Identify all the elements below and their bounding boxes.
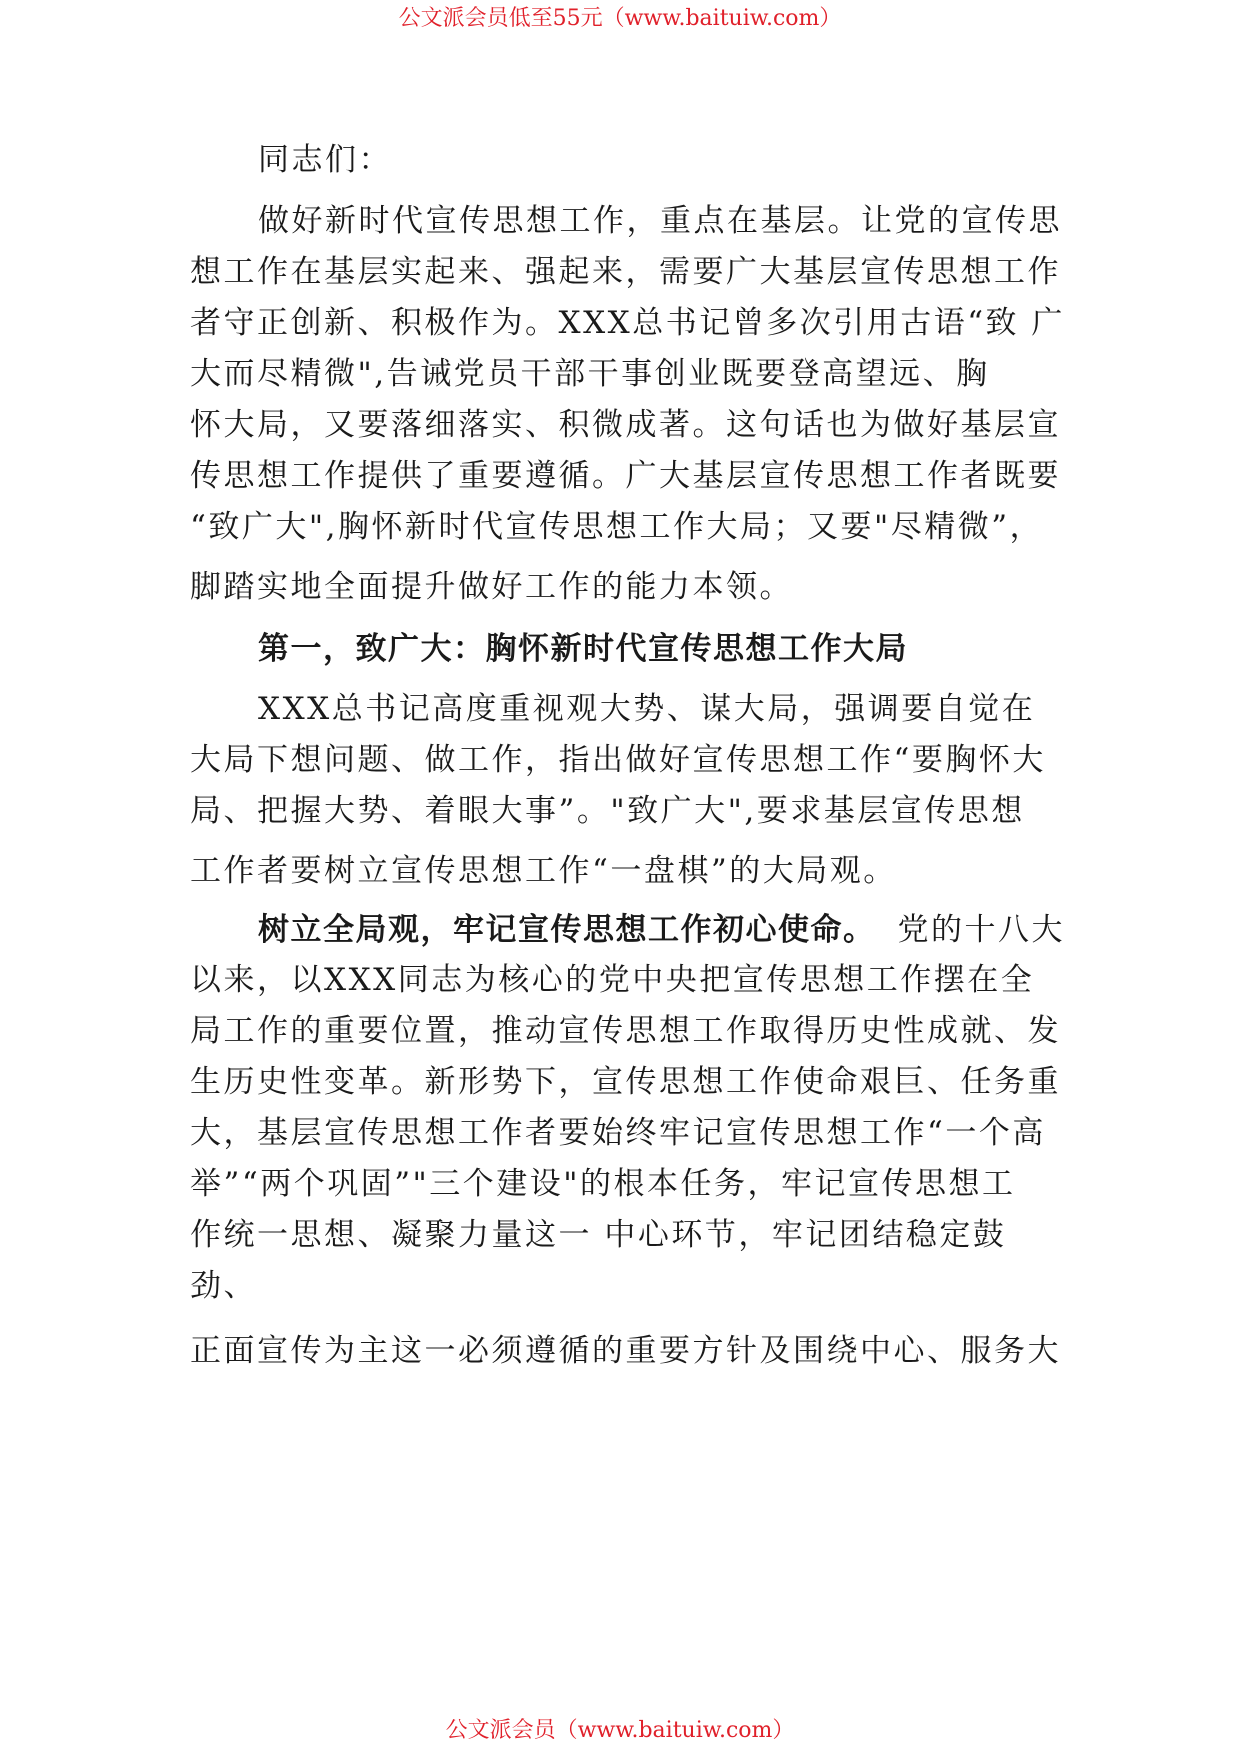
salutation: 同志们： xyxy=(258,142,392,178)
watermark-footer: 公文派会员（www.baituiw.com） xyxy=(445,1718,795,1743)
paragraph-line: 做好新时代宣传思想工作，重点在基层。让党的宣传思 xyxy=(258,203,1062,239)
paragraph-line: 以来，以XXX同志为核心的党中央把宣传思想工作摆在全 xyxy=(190,962,1035,998)
paragraph-line xyxy=(258,910,1065,950)
paragraph-line: 大而尽精微",告诫党员干部干事创业既要登高望远、胸 xyxy=(190,356,990,392)
paragraph-line: 大，基层宣传思想工作者要始终牢记宣传思想工作“一个高 xyxy=(190,1115,1046,1151)
paragraph-line: XXX总书记高度重视观大势、谋大局，强调要自觉在 xyxy=(258,691,1036,727)
subsection-text: 党的十八大 xyxy=(897,912,1065,948)
paragraph-line: 局、把握大势、着眼大事”。"致广大",要求基层宣传思想 xyxy=(190,793,1025,829)
watermark-header: 公文派会员低至55元（www.baituiw.com） xyxy=(398,6,842,31)
paragraph-line: 大局下想问题、做工作，指出做好宣传思想工作“要胸怀大 xyxy=(190,742,1046,778)
paragraph-line: 工作者要树立宣传思想工作“一盘棋”的大局观。 xyxy=(190,853,897,889)
paragraph-line: 脚踏实地全面提升做好工作的能力本领。 xyxy=(190,569,793,605)
paragraph-line: 生历史性变革。新形势下，宣传思想工作使命艰巨、任务重 xyxy=(190,1064,1061,1100)
paragraph-line: 正面宣传为主这一必须遵循的重要方针及围绕中心、服务大 xyxy=(190,1333,1061,1369)
paragraph-line: 举”“两个巩固”"三个建设"的根本任务，牢记宣传思想工 xyxy=(190,1166,1016,1202)
paragraph-line: 劲、 xyxy=(190,1268,257,1304)
paragraph-line: 传思想工作提供了重要遵循。广大基层宣传思想工作者既要 xyxy=(190,458,1061,494)
paragraph-line: “致广大",胸怀新时代宣传思想工作大局；又要"尽精微”， xyxy=(190,509,1044,545)
paragraph-line: 怀大局，又要落细落实、积微成著。这句话也为做好基层宣 xyxy=(190,407,1061,443)
paragraph-line: 想工作在基层实起来、强起来，需要广大基层宣传思想工作 xyxy=(190,254,1061,290)
paragraph-line: 者守正创新、积极作为。XXX总书记曾多次引用古语“致 广 xyxy=(190,305,1065,341)
subsection-heading: 树立全局观，牢记宣传思想工作初心使命。 xyxy=(258,912,876,948)
paragraph-line: 作统一思想、凝聚力量这一 中心环节，牢记团结稳定鼓 xyxy=(190,1217,1007,1253)
section-heading: 第一，致广大：胸怀新时代宣传思想工作大局 xyxy=(258,631,908,667)
paragraph-line: 局工作的重要位置，推动宣传思想工作取得历史性成就、发 xyxy=(190,1013,1061,1049)
